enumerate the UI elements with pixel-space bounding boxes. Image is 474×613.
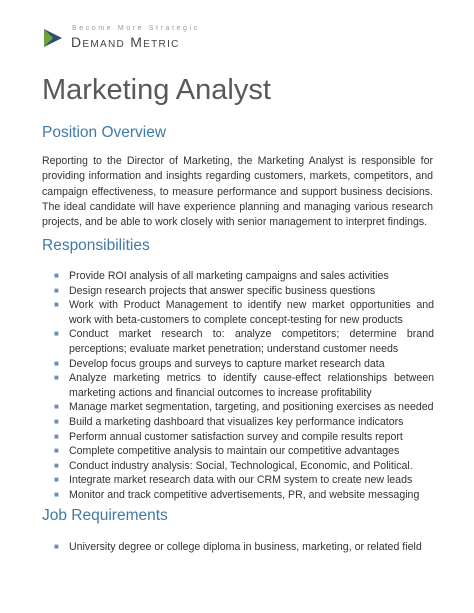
- list-item: [54, 459, 434, 474]
- list-item-text: Perform annual customer satisfaction survey and compile results report: [69, 430, 403, 443]
- list-item: [54, 284, 434, 299]
- list-item-text: University degree or college diploma in business, marketing, or related field: [69, 541, 422, 553]
- list-item: [54, 444, 434, 459]
- list-item: [54, 269, 434, 284]
- responsibilities-list: [54, 269, 434, 503]
- bullet-icon: ■: [54, 373, 59, 383]
- list-item: [54, 371, 434, 400]
- bullet-icon: ■: [54, 475, 59, 485]
- logo-tagline: Become More Strategic: [72, 25, 200, 32]
- responsibilities-heading: Responsibilities: [42, 237, 150, 254]
- overview-paragraph: Reporting to the Director of Marketing, the Marketing Analyst is responsible for providing information and insights regarding customers, markets, competitors, and campaign effectiveness, to measure performance and support business decisions. The ideal candidate will have experience planning and managing various research projects, and be able to work closely with senior management to interpret findings.: [42, 155, 433, 229]
- list-item: [54, 473, 434, 488]
- list-item: [54, 298, 434, 327]
- logo-brand-name: Demand Metric: [71, 34, 180, 50]
- list-item: [54, 430, 434, 445]
- list-item-text: Provide ROI analysis of all marketing campaigns and sales activities: [69, 270, 389, 282]
- list-item-text: Monitor and track competitive advertisements, PR, and website messaging: [69, 488, 420, 501]
- list-item-text: Conduct market research to: analyze competitors; determine brand perceptions; evaluate market penetration; understand customer needs: [69, 328, 434, 355]
- list-item-text: Build a marketing dashboard that visualizes key performance indicators: [69, 415, 404, 428]
- bullet-icon: ■: [54, 542, 59, 551]
- list-item: [54, 488, 434, 503]
- list-item-text: Integrate market research data with our CRM system to create new leads: [69, 474, 413, 487]
- list-item-text: Analyze marketing metrics to identify cause-effect relationships between marketing actions and financial outcomes to increase profitability: [69, 372, 434, 399]
- requirements-heading: Job Requirements: [42, 507, 168, 524]
- bullet-icon: ■: [54, 431, 59, 441]
- list-item-text: Develop focus groups and surveys to capture market research data: [69, 357, 385, 370]
- bullet-icon: ■: [54, 300, 59, 310]
- list-item: [54, 327, 434, 356]
- list-item: [54, 357, 434, 372]
- bullet-icon: ■: [54, 358, 59, 368]
- bullet-icon: ■: [54, 285, 59, 295]
- demand-metric-logo: [42, 22, 262, 52]
- list-item: [54, 415, 434, 430]
- bullet-icon: ■: [54, 460, 59, 470]
- list-item-text: Design research projects that answer specific business questions: [69, 284, 376, 297]
- list-item-text: Conduct industry analysis: Social, Technological, Economic, and Political.: [69, 459, 413, 472]
- list-item-text: Complete competitive analysis to maintain our competitive advantages: [69, 445, 400, 458]
- bullet-icon: ■: [54, 446, 59, 456]
- demand-metric-logo-icon: [42, 27, 64, 49]
- list-item: [54, 540, 434, 555]
- document-title: Marketing Analyst: [42, 74, 271, 106]
- bullet-icon: ■: [54, 271, 59, 280]
- list-item: [54, 400, 434, 415]
- list-item-text: Manage market segmentation, targeting, and positioning exercises as needed: [69, 401, 434, 414]
- bullet-icon: ■: [54, 416, 59, 426]
- overview-heading: Position Overview: [42, 124, 167, 141]
- requirements-list: [54, 540, 434, 555]
- bullet-icon: ■: [54, 329, 59, 339]
- bullet-icon: ■: [54, 402, 59, 412]
- bullet-icon: ■: [54, 489, 59, 499]
- list-item-text: Work with Product Management to identify new market opportunities and work with beta-customers to complete concept-testing for new products: [69, 299, 434, 326]
